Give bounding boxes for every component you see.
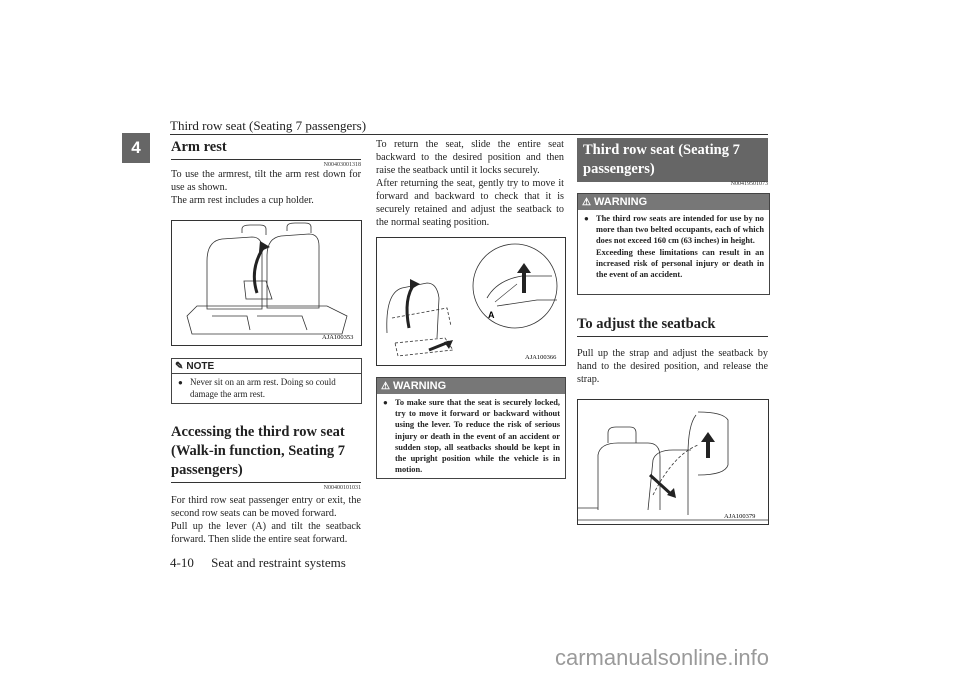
chapter-tab: 4: [122, 133, 150, 163]
figure1-label: AJA100353: [322, 334, 354, 341]
walk-in-warning-body: [377, 394, 565, 479]
watermark: carmanualsonline.info: [555, 645, 770, 670]
running-header: Third row seat (Seating 7 passengers): [170, 118, 367, 133]
third-row-warning-header: [578, 194, 769, 210]
warning-triangle-icon: ⚠: [381, 380, 390, 392]
return-section: [376, 138, 564, 229]
bullet-icon: ●: [383, 398, 388, 407]
third-row-warning-label: WARNING: [593, 196, 648, 208]
note-icon: ✎: [175, 360, 184, 372]
armrest-section: [171, 138, 361, 207]
access-code: N00400101031: [323, 485, 361, 491]
bullet-icon: ●: [584, 214, 589, 223]
note-label: NOTE: [186, 360, 215, 372]
walk-in-lever-illustration: [377, 238, 565, 365]
return-paragraph-2: After returning the seat, gently try to move it forward and backward to check that it is securely retained and adjust the seatback to the normal seating position.: [376, 178, 564, 228]
note-body: [172, 374, 361, 400]
armrest-paragraph-2: The arm rest includes a cup holder.: [171, 195, 314, 206]
page-footer: [170, 555, 346, 571]
warning-triangle-icon: ⚠: [582, 196, 591, 208]
armrest-heading: Arm rest: [171, 139, 227, 155]
adjust-heading-rule: [577, 336, 768, 337]
armrest-code: N00403001318: [323, 162, 361, 168]
seatback-figure: [577, 399, 769, 525]
armrest-heading-rule: [171, 159, 361, 160]
armrest-figure: [171, 220, 362, 346]
figure3-label: AJA100379: [724, 513, 756, 520]
walk-in-warning-header: [377, 378, 565, 394]
walk-in-warning-box: [376, 377, 566, 479]
adjust-section: [577, 315, 768, 386]
note-box: [171, 358, 362, 404]
access-paragraph-1: For third row seat passenger entry or exit, the second row seats can be moved forward.: [171, 495, 361, 519]
access-heading: Accessing the third row seat (Walk-in function, Seating 7 passengers): [171, 424, 346, 478]
walk-in-warning-label: WARNING: [392, 380, 447, 392]
third-row-heading: Third row seat (Seating 7 passengers): [577, 138, 768, 182]
access-paragraph-2: Pull up the lever (A) and tilt the seatback forward. Then slide the entire seat forward.: [171, 521, 361, 545]
return-paragraph-1: To return the seat, slide the entire seat backward to the desired position and then raise the seatback until it locks securely.: [376, 139, 564, 176]
footer-section-title: Seat and restraint systems: [211, 555, 346, 570]
third-row-warning-body: [578, 210, 769, 284]
page-number: 4-10: [170, 555, 194, 570]
adjust-heading: To adjust the seatback: [577, 316, 716, 332]
adjust-paragraph: Pull up the strap and adjust the seatback by hand to the desired position, and release the strap.: [577, 348, 768, 385]
bullet-icon: ●: [178, 378, 183, 387]
walk-in-warning-text: To make sure that the seat is securely locked, try to move it forward or backward without using the lever. To reduce the risk of serious injury or death in the event of an accident or sudden stop, all seatbacks should be kept in the upright position while the vehicle is in motion.: [395, 398, 560, 475]
header-rule: [170, 134, 768, 135]
seatback-strap-illustration: [578, 400, 768, 524]
armrest-paragraph-1: To use the armrest, tilt the arm rest down for use as shown.: [171, 169, 361, 193]
third-row-warning-text-1: The third row seats are intended for use by no more than two belted occupants, each of which does not exceed 160 cm (63 inches) in height.: [596, 214, 764, 246]
figure2-callout: A: [488, 310, 495, 320]
figure2-label: AJA100366: [525, 354, 557, 361]
third-row-code: N00419501073: [730, 181, 768, 187]
rear-seat-armrest-illustration: [172, 221, 361, 345]
note-header: [172, 359, 361, 374]
access-section: [171, 423, 361, 546]
access-heading-rule: [171, 482, 361, 483]
third-row-warning-text-2: Exceeding these limitations can result in an increased risk of personal injury or death in the event of an accident.: [596, 247, 764, 280]
note-text: Never sit on an arm rest. Doing so could damage the arm rest.: [190, 377, 336, 399]
walk-in-figure: [376, 237, 566, 366]
third-row-warning-box: [577, 193, 770, 295]
